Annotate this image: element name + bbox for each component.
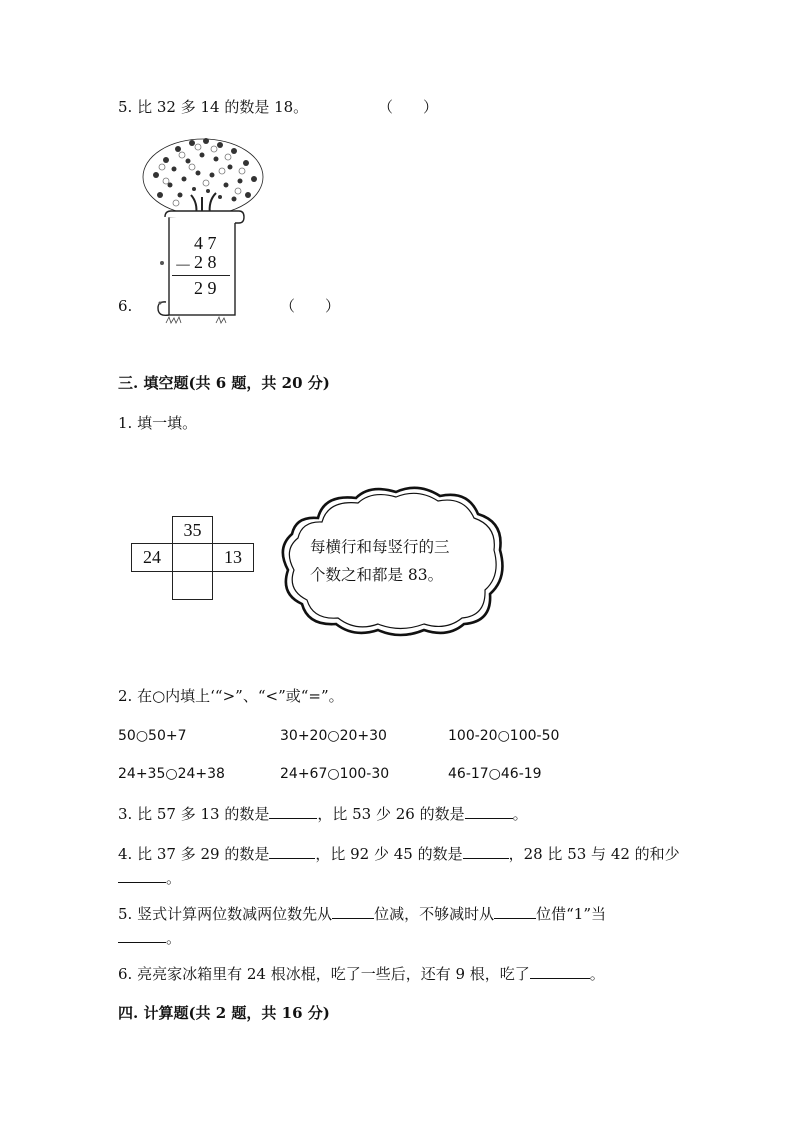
calc-divider-line: [172, 275, 230, 276]
fill-q3-part-a: 3. 比 57 多 13 的数是: [118, 805, 270, 823]
cloud-callout: [278, 486, 508, 638]
compare-item-1[interactable]: 50○50+7: [118, 728, 187, 744]
compare-item-3[interactable]: 100-20○100-50: [448, 728, 560, 744]
fill-q6-part-b: 。: [589, 965, 605, 983]
grid-cell-left: 24: [131, 543, 173, 572]
compare-item-6[interactable]: 46-17○46-19: [448, 766, 542, 782]
section4-title: 四. 计算题(共 2 题，共 16 分): [118, 1004, 330, 1022]
calc-result: 2 9: [194, 278, 217, 298]
fill-q4-line-2: [118, 868, 181, 888]
judge-q5-text: 5. 比 32 多 14 的数是 18。: [118, 98, 309, 116]
cloud-text-line-1: 每横行和每竖行的三: [310, 538, 450, 556]
grid-cell-bottom[interactable]: [172, 571, 213, 600]
fill-q1-text: 1. 填一填。: [118, 414, 198, 432]
cross-number-grid: [131, 516, 255, 600]
vertical-calculation: [168, 228, 234, 308]
fill-q5-part-b: 位减，不够减时从: [374, 905, 495, 923]
cloud-text-line-2: 个数之和都是 83。: [310, 566, 444, 584]
judge-q6-answer-paren[interactable]: （ ）: [280, 297, 341, 315]
fill-q4-blank-1[interactable]: [269, 844, 315, 859]
fill-q2-text: 2. 在○内填上‘“>”、“<”或“=”。: [118, 687, 344, 705]
calc-minuend: 4 7: [194, 233, 217, 253]
fill-q3-blank-2[interactable]: [465, 804, 513, 819]
fill-q5-blank-3[interactable]: [118, 928, 166, 943]
grid-cell-right: 13: [212, 543, 254, 572]
compare-item-4[interactable]: 24+35○24+38: [118, 766, 225, 782]
fill-q6-blank-1[interactable]: [530, 964, 590, 979]
fill-q3: [118, 804, 528, 824]
fill-q4-line-1: [118, 844, 680, 864]
judge-q5: [118, 97, 308, 117]
fill-q5-part-a: 5. 竖式计算两位数减两位数先从: [118, 905, 333, 923]
judge-q5-answer-paren[interactable]: （ ）: [378, 98, 439, 116]
compare-item-5[interactable]: 24+67○100-30: [280, 766, 390, 782]
fill-q3-part-c: 。: [512, 805, 528, 823]
judge-q6-number: 6.: [118, 297, 133, 315]
fill-q3-blank-1[interactable]: [269, 804, 317, 819]
fill-q3-part-b: ，比 53 少 26 的数是: [317, 805, 465, 823]
section3-title: 三. 填空题(共 6 题，共 20 分): [118, 374, 330, 392]
fill-q5-part-c: 位借“1”当: [536, 905, 606, 923]
fill-q4-part-b: ，比 92 少 45 的数是: [315, 845, 463, 863]
calc-subtrahend: 2 8: [194, 252, 217, 272]
fill-q5-part-d: 。: [166, 929, 182, 947]
fill-q5-blank-2[interactable]: [494, 904, 536, 919]
fill-q4-blank-2[interactable]: [463, 844, 509, 859]
compare-item-2[interactable]: 30+20○20+30: [280, 728, 387, 744]
fill-q4-blank-3[interactable]: [118, 868, 166, 883]
fill-q5-line-1: [118, 904, 606, 924]
fill-q6: [118, 964, 605, 984]
fill-q5-blank-1[interactable]: [332, 904, 374, 919]
fill-q5-line-2: [118, 928, 181, 948]
grid-cell-center[interactable]: [172, 543, 213, 572]
fill-q4-part-c: ，28 比 53 与 42 的和少: [508, 845, 680, 863]
grid-cell-top: 35: [172, 516, 213, 544]
calc-minus-sign: －: [174, 256, 192, 276]
fill-q4-part-a: 4. 比 37 多 29 的数是: [118, 845, 270, 863]
fill-q4-part-d: 。: [166, 869, 182, 887]
fill-q6-part-a: 6. 亮亮家冰箱里有 24 根冰棍，吃了一些后，还有 9 根，吃了: [118, 965, 530, 983]
